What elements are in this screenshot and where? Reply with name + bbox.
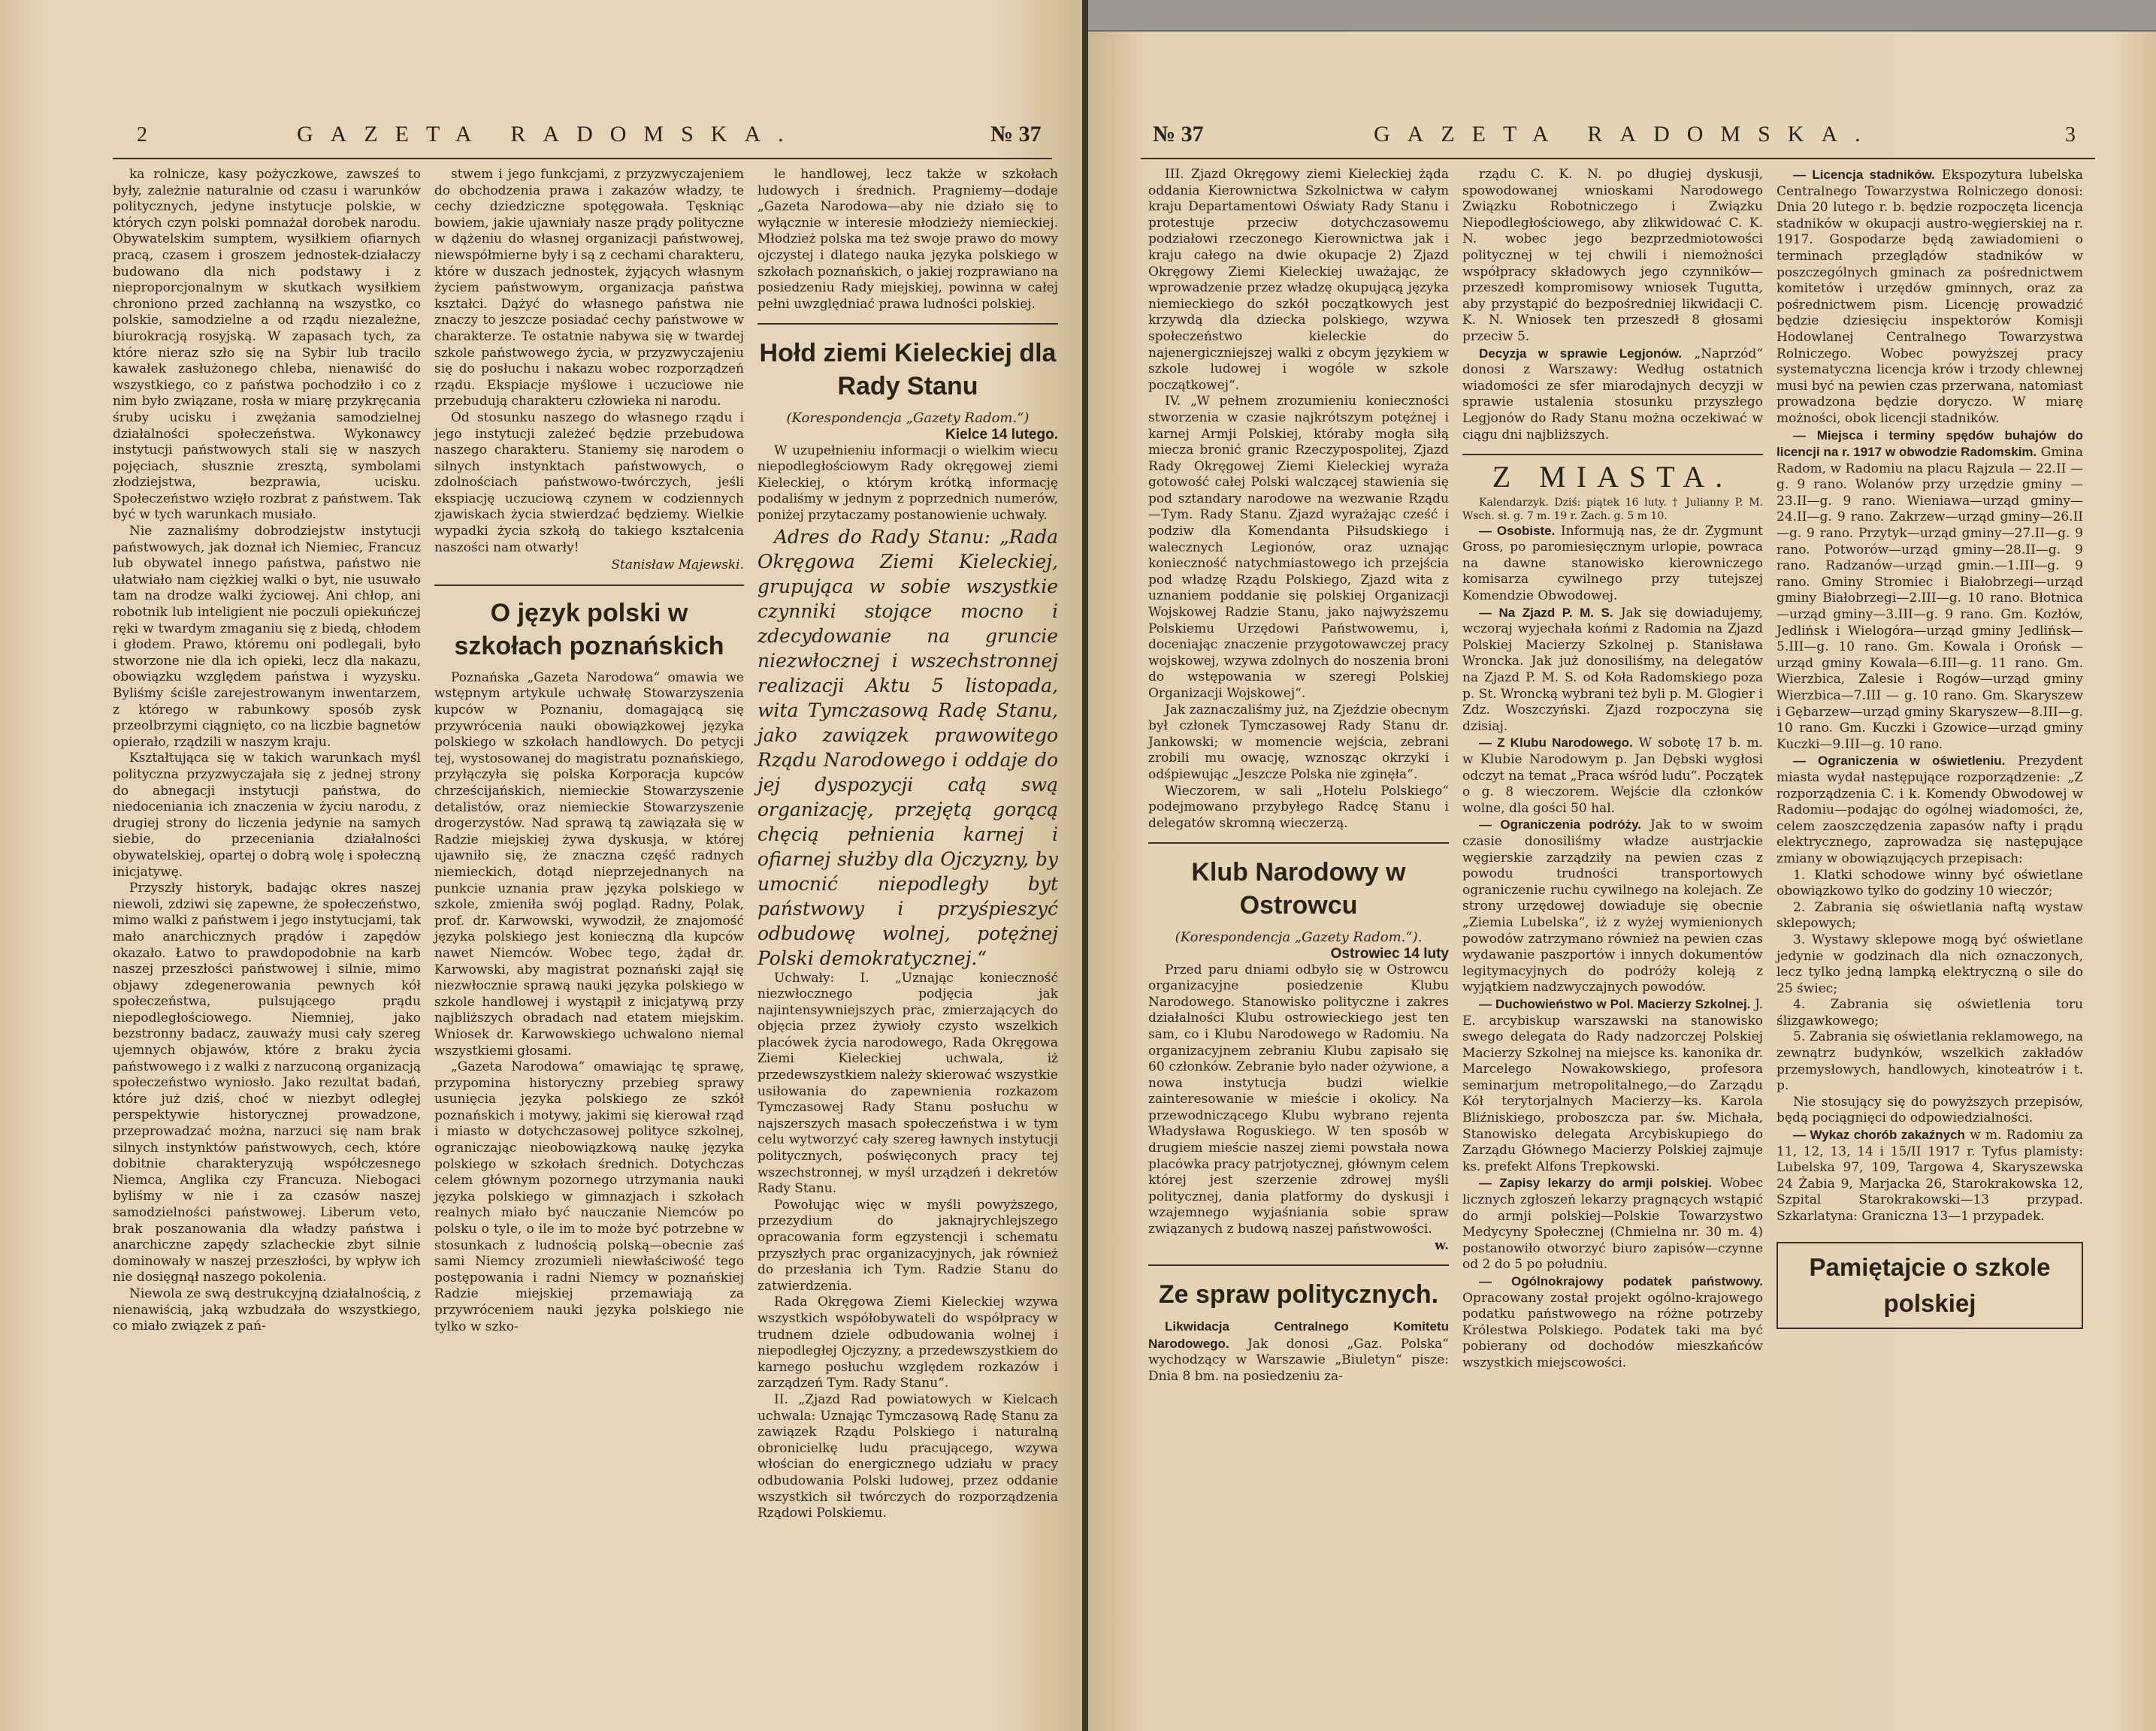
city-news-item bbox=[1462, 735, 1763, 817]
city-news-item-head: — Duchowieństwo w Pol. Macierzy Szkolnej. bbox=[1479, 996, 1751, 1011]
legions-text: „Naprzód“ donosi z Warszawy: Według ostatnich wiadomości ze sfer miarodajnych decyzji w sprawie ustalenia stosunku przyszłego Legjonów do Rady Stanu można oczekiwać w ciągu dni najbliższych. bbox=[1462, 346, 1763, 443]
news-item bbox=[1777, 932, 2083, 997]
city-news-item-head: — Na Zjazd P. M. S. bbox=[1479, 605, 1613, 620]
city-news-item-head: — Zapisy lekarzy do armji polskiej. bbox=[1479, 1176, 1712, 1191]
article-paragraph: rządu C. K. N. po długiej dyskusji, spowodowanej wnioskami Narodowego Związku Robotniczego i Związku Niepodległościowego, aby zlikwidować C. K. N. wobec jego bezprzedmiotowości politycznej w tej chwili i niemożności współpracy składowych jego czynników—przeszedł kompromisowy wniosek Tugutta, aby przystąpić do bezpośredniej likwidacji C. K. N. Wniosek ten przeszedł 8 głosami przeciw 5. bbox=[1462, 167, 1763, 344]
majewski-signature: Stanisław Majewski. bbox=[611, 557, 744, 573]
kielce-dateline: Kielce 14 lutego. bbox=[945, 426, 1058, 443]
politics-item-head: Likwidacja Centralnego Komitetu Narodowego. bbox=[1148, 1319, 1449, 1351]
kielce-headline: Hołd ziemi Kieleckiej dla Rady Stanu bbox=[759, 339, 1057, 401]
calendar: Kalendarzyk. Dziś: piątek 16 luty. † Julianny P. M. Wsch. sł. g. 7 m. 19 r. Zach. g. 5 m 10. bbox=[1462, 496, 1763, 522]
book-spine bbox=[1082, 0, 1088, 1731]
news-item-text: 1. Klatki schodowe winny być oświetlane obowiązkowo tylko do godziny 10 wieczór; bbox=[1777, 867, 2083, 899]
ostrowiec-correspondence: (Korespondencja „Gazety Radom.“). bbox=[1175, 929, 1423, 946]
city-news-item-text: Jak to w swoim czasie donosiliśmy władze austrjackie węgierskie zarządziły na pewien czas z powodu trudności transportowych ograniczenie ruchu cywilnego na kolejach. Ze strony urzędowej dowiaduje się obecnie „Ziemia Lubelska“, iż z wyżej wymienionych powodów zatrzymano również na pewien czas wydawanie paszportów i innych dokumentów legitymacyjnych do podróży koleją z wyjątkiem nadzwyczajnych powodów. bbox=[1462, 817, 1763, 995]
kielce-paragraph: W uzupełnieniu informacji o wielkim wiecu niepodległościowym Rady okręgowej ziemi Kieleckiej, o którym krótką informację podaliśmy w jednym z poprzednich numerów, poniżej przytaczamy postanowienie uchwały. bbox=[757, 443, 1058, 523]
news-item-text: 3. Wystawy sklepowe mogą być oświetlane jedynie w godzinach dla nich oznaczonych, lecz tylko jedną lampką elektryczną o sile do 25 świec; bbox=[1777, 932, 2083, 996]
city-news-item-text: Opracowany został projekt ogólno-krajowego podatku państwowego na różne potrzeby Królestwa Polskiego. Podatek taki ma być pobierany od dochodów mieszkańców wszystkich miejscowości. bbox=[1462, 1290, 1763, 1370]
poznan-paragraph: Poznańska „Gazeta Narodowa“ omawia we wstępnym artykule uchwałę Stowarzyszenia kupców w Poznaniu, domagającą się przywrócenia nauki obowiązkowej języka polskiego w szkołach handlowych. Do petycji tej, wystosowanej do magistratu poznańskiego, przyłączyła się polska Korporacja kupców chrześcijańskich, niemieckie Stowarzyszenie detalistów, oraz niemieckie Stowarzyszenie drogerzystów. Nad sprawą tą zawiązała się w Radzie miejskiej żywa dyskusja, w której ujawniło się, że znaczna część radnych niemieckich, dotąd nieprzejednanych na punkcie uznania praw języka polskiego w szkole, zmieniła swój pogląd. Radny, Polak, prof. dr. Karwowski, wywodził, że znajomość języka polskiego jest konieczną dla kupców nawet Niemców. Wobec tego, żądał dr. Karwowski, aby magistrat poznański zajął się niezwłocznie sprawą nauki języka polskiego w szkole handlowej i wystąpił z inicjatywą przy najbliższych obradach nad etatem miejskim. Wniosek dr. Karwowskiego uchwalono niemal wszystkiemi głosami. bbox=[434, 669, 744, 1059]
right-issue-number: № 37 bbox=[1153, 122, 1204, 147]
left-issue-number: № 37 bbox=[990, 122, 1042, 147]
city-section-title: Z MIASTA. bbox=[1492, 460, 1734, 494]
divider bbox=[1462, 454, 1763, 455]
city-news-item bbox=[1462, 817, 1763, 996]
politics-item-text: Jak donosi „Gaz. Polska“ wychodzący w Warszawie „Biuletyn“ pisze: Dnia 8 bm. na posiedzeniu za- bbox=[1148, 1336, 1449, 1384]
article-paragraph: IV. „W pełnem zrozumieniu konieczności stworzenia w czasie najkrótszym potężnej i karnej Armji Polskiej, któraby mogła siłą miecza bronić granic Rzeczypospolitej, Zjazd Rady Okręgowej Ziemi Kieleckiej wyraża gotowość całej Polski walczącej stawienia się pod sztandary narodowe na wezwanie Rządu—Tym. Rady Stanu. Zjazd wyrażając cześć i podziw dla Komendanta Piłsudskiego i walecznych Legionów, oraz uznając konieczność natychmiastowego ich przejścia pod władzę Rządu Polskiego, Zjazd wita z uznaniem poddanie się polskiej Organizacji Wojskowej Radzie Stanu, jako najwyższemu Polskiemu Urzędowi Państwowemu, i, doceniając znaczenie przygotowawczej pracy wojskowej, wzywa zdolnych do noszenia broni do wstępowania w szeregi Polskiej Organizacji Wojskowej“. bbox=[1148, 394, 1449, 701]
city-news-item bbox=[1462, 1273, 1763, 1372]
news-item-text: w m. Radomiu za 11, 12, 13, 14 i 15/II 1917 r. Tyfus plamisty: Lubelska 97, 109, Targowa 4, Skaryszewska 24 Żabia 9, Marjacka 26, Starokrakowska 12, Szpital Starokrakowski—13 przypad. Szkarlatyna: Graniczna 13—1 przypadek. bbox=[1777, 1128, 2084, 1224]
news-item-text: Nie stosujący się do powyższych przepisów, będą pociągnięci do odpowiedzialności. bbox=[1777, 1094, 2083, 1126]
article-paragraph: Od stosunku naszego do własnego rządu i jego instytucji zależeć będzie przebudowa naszego charakteru. Staniemy się narodem o silnych instynktach państwowych, o zdolnościach państwowo-twórczych, jeśli ekspiację uczuciową czynem w codziennych zjawiskach życia stwierdzać będziemy. Wielkie wypadki życia szkołą do takiego kształcenia naszości nam otwarły! bbox=[434, 409, 744, 555]
city-news-item-head: — Ograniczenia podróży. bbox=[1479, 817, 1641, 832]
article-paragraph: ka rolnicze, kasy pożyczkowe, zawsześ to były, zależnie naturalnie od czasu i warunków politycznych, jedyne instytucje polskie, w których czyn polski pomnażał dorobek narodu. Obywatelskim sumptem, wysiłkiem ofiarnych pracą, czasem i groszem jednostek-działaczy budowano dla nich podstawy i z nieproporcjonalnym w skutkach wysiłkiem chroniono przed zachłanną na wszystko, co polskie, samodzielne a od rządu niezależne, biurokracją rosyjską. W zapasach tych, za które nieraz szło się na Sybir lub tracilo kawałek zasłużonego chleba, nienawiść do wszystkiego, co z państwa pochodziło i co z nim było związane, rosła w miarę przykręcania śruby ucisku i zwężania samodzielnej działalności społeczeństwa. Wykonawcy instytucji państwowych stali się w naszych pojęciach, słusznie zresztą, symbolami złodziejstwa, bezprawia, ucisku. Społeczeństwo wzięło rozbrat z państwem. Tak być w tych warunkach musiało. bbox=[113, 167, 421, 523]
article-paragraph: Nie zaznaliśmy dobrodziejstw instytucji państwowych, jak doznał ich Niemiec, Francuz lub obywatel innego państwa, państwo nie ułatwiało nam ciężkiej walki o byt, nie usuwało tam na drodze walki życiowej. Ani chłop, ani robotnik lub inteligient nie poczuli opiekuńczej ręki w twardym zmaganiu się z biedą, chłodem i głodem. Prawo, któremu oni podlegali, było stworzone nie dla ich opieki, lecz dla nakazu, obowiązku względem państwa i wyzysku. Byliśmy ściśle zarejestrowanym inwentarzem, z którego w rabunkowy sposób zysk przeolbrzymi ciągnięto, co na liczbie bagnetów opierało, rządzili w naszym kraju. bbox=[113, 524, 421, 750]
news-item bbox=[1777, 1095, 2083, 1127]
right-masthead-title: GAZETA RADOMSKA. bbox=[1374, 122, 1878, 147]
city-news-item-text: Informują nas, że dr. Zygmunt Gross, po paromiesięcznym urlopie, powraca na dawne stanowisko kierowniczego komisarza cywilnego przy tutejszej Komendzie Obwodowej. bbox=[1462, 523, 1764, 604]
news-item-head: — Ograniczenia w oświetleniu. bbox=[1793, 754, 2006, 769]
school-box: Pamiętajcie o szkole polskiej bbox=[1777, 1242, 2083, 1329]
city-news-item bbox=[1462, 1175, 1763, 1273]
city-news-item bbox=[1462, 605, 1763, 736]
left-page-number: 2 bbox=[137, 123, 147, 147]
divider bbox=[1148, 1264, 1449, 1266]
news-item bbox=[1777, 427, 2083, 754]
right-column-3 bbox=[1777, 167, 2083, 1329]
city-news-item-head: — Z Klubu Narodowego. bbox=[1479, 736, 1633, 751]
news-item-text: 5. Zabrania się oświetlania reklamowego, na zewnątrz budynków, wszelkich zakładów przemysłowych, handlowych, kinoteatrów i t. p. bbox=[1777, 1029, 2083, 1094]
city-news-item-text: J. E. arcybiskup warszawski na stanowisko swego delegata do Rady nadzorczej Polskiej Macierzy Szkolnej na miejsce ks. kanonika dr. Marcelego Nowakowskiego, profesora seminarjum metropolitalnego,—do Zarządu Kół terytorjalnych Macierzy—ks. Karola Bliźniskiego, proboszcza par. św. Michała, Stanowisko delegata Arcybiskupiego do Zarządu Głównego Macierzy Polskiej zajmuje ks. prefekt Alfons Trepkowski. bbox=[1462, 996, 1763, 1174]
news-item-head: — Wykaz chorób zakaźnych bbox=[1793, 1128, 1965, 1143]
left-column-3 bbox=[757, 167, 1058, 1522]
news-item bbox=[1777, 1127, 2083, 1225]
article-paragraph: III. Zjazd Okręgowy ziemi Kieleckiej żąda oddania Kierownictwa Szkolnictwa w całym kraju Departamentowi Oświaty Rady Stanu i protestuje przeciw dotychczasowemu podziałowi rzeczonego Kierownictwa jak i kraju całego na dwie okupacje 2) Zjazd Okręgowy Ziemi Kieleckiej uważając, że wprowadzenie przez władzę okupującą języka niemieckiego do szkół początkowych jest krzywdą dla dziecka polskiego, wzywa społeczeństwo kieleckie do najenergiczniejszej walki z obcym językiem w szkole ludowej i wogóle w szkole początkowej“. bbox=[1148, 167, 1449, 393]
divider bbox=[1148, 842, 1449, 844]
news-item bbox=[1777, 753, 2083, 867]
ostrowiec-headline: Klub Narodowy w Ostrowcu bbox=[1191, 858, 1406, 920]
resolution-paragraph: Rada Okręgowa Ziemi Kieleckiej wzywa wszystkich współobywateli do współpracy w trudnem dziele odbudowania wolnej i niepodległej Ojczyzny, a przedewszystkiem do karnego posłuchu względem rozkazów i zarządzeń Tym. Rady Stanu“. bbox=[757, 1294, 1058, 1391]
binding-tape bbox=[1088, 0, 2156, 32]
kielce-correspondence: (Korespondencja „Gazety Radom.“) bbox=[786, 410, 1030, 427]
right-page-number: 3 bbox=[2065, 123, 2076, 147]
ostrowiec-signature: w. bbox=[1435, 1237, 1449, 1253]
news-item-text: Gmina Radom, w Radomiu na placu Rajzula — 22.II — g. 9 rano. Wolanów przy urzędzie gminy —23.II—g. 9 rano. Wieniawa—urząd gminy—24.II—g. 9 rano. Zakrzew—urząd gminy—26.II—g. 9 rano. Przytyk—urząd gminy—27.II—g. 9 rano. Potworów—urząd gminy—28.II—g. 9 rano. Radzanów—urząd gmin.—1.III—g. 9 rano. Gminy Stromiec i Białobrzegi—urząd gminy Białobrzegi—2.III—g. 10 rano. Błotnica—urząd gminy—3.III—g. 9 rano. Gm. Kozłów, Jedlińsk i Wielogóra—urząd gminy Jedlińsk—5.III—g. 10 rano. Gm. Kowala i Orońsk — urząd gminy Kowala—6.III—g. 11 rano. Gm. Wierzbica, Zalesie i Rogów—urząd gminy Wierzbica—7.III — g. 10 rano. Gm. Skaryszew i Gębarzew—urząd gminy Skaryszew—8.III—g. 10 rano. Gm. Kuczki i Gzowice—urząd gminy Kuczki—9.III—g. 10 rano. bbox=[1777, 445, 2083, 752]
news-item bbox=[1777, 868, 2083, 900]
left-masthead-title: GAZETA RADOMSKA. bbox=[297, 122, 801, 147]
news-item-text: Ekspozytura lubelska Centralnego Towarzystwa Rolniczego donosi: Dnia 20 lutego r. b. będzie rozpoczęta licencja stadników w okupacji austro-węgierskiej na r. 1917. Gospodarze będą zawiadomieni o terminach przeglądów stadników w poszczególnych gminach za pośrednictwem komitetów i urzędów gminnych, oraz za pośrednictwem pism. Licencję prowadzić będzie dziesięciu inspektorów Komisji Hodowlanej Centralnego Towarzystwa Rolniczego. Wobec powyższej pracy systematyczna licencja krów i trzody chlewnej musi być na pewien czas przerwana, natomiast prowadzona będzie doryczo. W miarę możności, obok licencji stadników. bbox=[1777, 168, 2084, 426]
resolution-paragraph: Uchwały: I. „Uznając konieczność niezwłocznego podjęcia jak najintensywniejszych prac, zmierzających do objęcia przez żywioły czysto wszelkich placówek życia narodowego, Rada Okręgowa Ziemi Kieleckiej uchwala, iż przedewszystkiem należy skierować wszystkie usiłowania do zapewnienia rozkazom Tymczasowej Rady Stanu posłuchu w najszerszych masach społeczeństwa i w tym celu wytworzyć cały szereg ławnych instytucji politycznych, poświęconych pracy tej wszechstronnej, w myśl urządzeń i dekretów Rady Stanu. bbox=[757, 970, 1058, 1197]
news-item-head: — Licencja stadników. bbox=[1793, 168, 1935, 182]
right-page bbox=[1088, 0, 2156, 1731]
poznan-paragraph: „Gazeta Narodowa“ omawiając tę sprawę, przypomina historyczny przebieg sprawy usunięcia języka polskiego ze szkół poznańskich i motywy, jakimi się kierował rząd i miasto w dotychczasowej polityce szkolnej, ograniczając nieobowiązkową naukę języka polskiego w szkołach średnich. Dotychczas celem głównym pozornego utrzymania nauki języka polskiego w gimnazjach i szkołach realnych miało być nauczanie Niemców po polsku o tyle, o ile im to może być potrzebne w stosunkach z ludnością polską—obecnie zaś sami Niemcy zrozumieli niewłaściwość tego postępowania i radni Niemcy w poznańskiej Radzie miejskiej przemawiają za przywróceniem nauki języka polskiego nie tylko w szko- bbox=[434, 1059, 744, 1334]
city-news-item-text: Wobec licznych zgłoszeń lekarzy pragnących wstąpić do armji polskiej—Polskie Towarzystwo Medycyny Społecznej (Chmielna nr. 30 m. 4) postanowiło otworzyć biuro zapisów—czynne od 2 do 5 po południu. bbox=[1462, 1176, 1763, 1273]
city-news-item-text: Jak się dowiadujemy, wczoraj wyjechała końmi z Radomia na Zjazd Polskiej Macierzy Szkolnej p. Stanisława Wroncka. Jak już donosiliśmy, na delegatów na Zjazd P. M. S. od Koła Radomskiego poza p. St. Wroncką wybrani też byli p. M. Glogier i Zdz. Woszczyński. Zjazd rozpoczyna się dzisiaj. bbox=[1462, 605, 1763, 734]
article-paragraph: Kształtująca się w takich warunkach myśl polityczna przyzwyczajała się z jednej strony do abnegacji instytucji państwa, do niedoceniania ich znaczenia w życiu narodu, z drugiej strony do liczenia jedynie na samych siebie, do przeceniania działalności obywatelskiej, opartej o dobrą wolę i społeczną inicjatywę. bbox=[113, 751, 421, 880]
address-to-council: Adres do Rady Stanu: „Rada Okręgowa Ziemi Kieleckiej, grupująca w sobie wszystkie czynniki stojące mocno i zdecydowanie na gruncie niezwłocznej i wszechstronnej realizacji Aktu 5 listopada, wita Tymczasową Radę Stanu, jako zawiązek prawowitego Rządu Narodowego i oddaje do jej dyspozycji całą swą organizację, przejętą gorącą chęcią pełnienia karnej i ofiarnej służby dla Ojczyzny, by umocnić niepodległy byt państwowy i przyśpieszyć odbudowę wolnej, potężnej Polski demokratycznej.“ bbox=[757, 525, 1058, 969]
politics-headline: Ze spraw politycznych. bbox=[1158, 1280, 1439, 1310]
news-item bbox=[1777, 997, 2083, 1029]
left-column-2 bbox=[434, 167, 744, 1335]
city-news-item-text: W sobotę 17 b. m. w Klubie Narodowym p. Jan Dębski wygłosi odczyt na temat „Praca wśród ludu“. Początek o g. 8 wieczorem. Wejście dla członków wolne, dla gości 50 hal. bbox=[1462, 736, 1763, 816]
news-item-text: 4. Zabrania się oświetlenia toru ślizgawkowego; bbox=[1777, 997, 2083, 1029]
city-news-item-head: — Ogólnokrajowy podatek państwowy. bbox=[1479, 1274, 1763, 1288]
right-header-rule bbox=[1141, 158, 2095, 159]
article-paragraph: stwem i jego funkcjami, z przyzwyczajeniem do obchodzenia prawa i zakazów władzy, te cechy dziedziczne spotęgowała. Tęskniąc bowiem, jakie ujawniały nasze prądy polityczne w dążeniu do własnej organizacji państwowej, niewspółmierne były i są z cechami charakteru, które w duszach jednostek, żyjących własnym życiem państwowym, organizacja państwa kształci. Dążyć do własnego państwa nie znaczy to jeszcze posiadać cechy państwowe w charakterze. Te ostatnie nabywa się w twardej szkole państwowego życia, w przyzwyczajeniu się do posłuchu i nakazu wobec rozporządzeń rządu. Ekspiacje myślowe i uczuciowe nie przebudują charakteru człowieka ni narodu. bbox=[434, 167, 744, 409]
news-item-text: Prezydent miasta wydał następujące rozporządzenie: „Z rozporządzenia C. i k. Komendy Obwodowej w Radomiu—podając do ogólnej wiadomości, że, celem zaoszczędzenia zapasów nafty i prądu elektrycznego, zaprowadza się następujące zmiany w obowiązujących przepisach: bbox=[1777, 754, 2083, 866]
city-news-item bbox=[1462, 996, 1763, 1176]
news-item-text: 2. Zabrania się oświetlania naftą wystaw sklepowych; bbox=[1777, 899, 2083, 932]
ostrowiec-dateline: Ostrowiec 14 luty bbox=[1330, 945, 1449, 962]
city-news-item-head: — Osobiste. bbox=[1479, 523, 1556, 538]
right-column-1 bbox=[1148, 167, 1449, 1385]
right-masthead bbox=[1088, 119, 2156, 153]
left-header-rule bbox=[113, 158, 1052, 159]
article-paragraph: le handlowej, lecz także w szkołach ludowych i średnich. Pragniemy—dodaje „Gazeta Narodowa—aby nie działo się to wyłącznie w interesie młodzieży niemieckiej. Młodzież polska ma też swoje prawo do mowy ojczystej i dlatego nauka języka polskiego w szkołach poznańskich, o jakiej rozprawiano na posiedzeniu Rady miejskiej, powinna w całej pełni uwzględniać prawa ludności polskiej. bbox=[757, 167, 1058, 312]
divider bbox=[757, 323, 1058, 325]
poznan-headline: O język polski w szkołach poznańskich bbox=[454, 598, 724, 660]
resolution-paragraph: Powołując więc w myśli powyższego, przezydium do jaknajrychlejszego opracowania form egzystencji i schematu przyszłych prac organizacyjnych, jak również do przesłania ich Tym. Radzie Stanu do zatwierdzenia. bbox=[757, 1197, 1058, 1294]
right-column-2 bbox=[1462, 167, 1763, 1372]
city-news-item bbox=[1462, 523, 1763, 605]
legions-head: Decyzja w sprawie Legjonów. bbox=[1479, 346, 1683, 361]
article-paragraph: Przyszły historyk, badając okres naszej niewoli, zdziwi się zapewne, że społeczeństwo, mimo walki z państwem i jego instytucjami, tak mało anarchicznych prądów i zapędów okazało. Łatwo to prawdopodobnie na karb naszej przeszłości państwowej i silnie, mimo objawy zdegenerowania pewnych kół społeczeństwa, pulsującego prądu niepodległościowego. Niemniej, jako bezstronny badacz, zauważy musi cały szereg ujemnych objawów, które z braku życia państwowego i z walki z narzuconą organizacją społeczeństwo wyniosło. Jako rezultat badań, które już dziś, choć w niezbyt odległej perspektywie historycznej prowadzone, przeprowadzać można, narzuci się nam brak silnych instynktów państwowych, cech, które dobitnie charakteryzują współczesnego Niemca, Anglika czy Francuza. Niebogaci byliśmy w nie i za czasów naszej samodzielności państwowej. Liberum veto, brak poszanowania dla władzy państwa i anarchiczne zapędy szlacheckie zbyt silnie dominowały w naszej przeszłości, by wpływ ich nie dosięgnął naszego pokolenia. bbox=[113, 881, 421, 1285]
article-paragraph: Wieczorem, w sali „Hotelu Polskiego“ podejmowano przybyłego Radcę Stanu i delegatów skromną wieczerzą. bbox=[1148, 783, 1449, 831]
news-item bbox=[1777, 1029, 2083, 1094]
article-paragraph: Niewola ze swą destrukcyjną działalnością, z nienawiścią, jaką wzbudzała do wszystkiego, co miało związek z pań- bbox=[113, 1285, 421, 1334]
left-column-1 bbox=[113, 167, 421, 1335]
news-item bbox=[1777, 900, 2083, 932]
news-item bbox=[1777, 167, 2083, 427]
divider bbox=[434, 585, 744, 586]
news-item-head: — Miejsca i terminy spędów buhajów do licencji na r. 1917 w obwodzie Radomskim. bbox=[1777, 427, 2083, 460]
left-masthead bbox=[0, 119, 1082, 153]
ostrowiec-paragraph: Przed paru dniami odbyło się w Ostrowcu organizacyjne posiedzenie Klubu Narodowego. Stanowisko polityczne i zakres działalności Klubu ostrowieckiego jest ten sam, co i Klubu Narodowego w Radomiu. Na organizacyjnem zebraniu Klubu zapisało się 60 członków. Zebranie było nader ożywione, a nowa instytucja budzi wielkie zainteresowanie w mieście i okolicy. Na przewodniczącego Klubu wybrano rejenta Władysława Roguskiego. W ten sposób w drugiem mieście naszej ziemi powstała nowa placówka pracy patrjotycznej, głównym celem której jest szerzenie zdrowej myśli politycznej, dania platformy do dyskusji i wzajemnego wyjaśniania sobie spraw związanych z budową naszej państwowości. bbox=[1148, 962, 1449, 1237]
resolution-paragraph: II. „Zjazd Rad powiatowych w Kielcach uchwala: Uznając Tymczasową Radę Stanu za zawiązek Rządu Polskiego i naturalną obronicielkę ludu pracującego, wzywa włościan do energicznego udziału w pracy odbudowania Polski ludowej, przez oddanie wszystkich sił twórczych do rozporządzenia Rządowi Polskiemu. bbox=[757, 1391, 1058, 1521]
article-paragraph: Jak zaznaczaliśmy już, na Zjeździe obecnym był członek Tymczasowej Rady Stanu dr. Jankowski; w momencie wejścia, zebrani zrobili mu owację, wznosząc okrzyki i odśpiewując „Jeszcze Polska nie zginęła“. bbox=[1148, 702, 1449, 782]
